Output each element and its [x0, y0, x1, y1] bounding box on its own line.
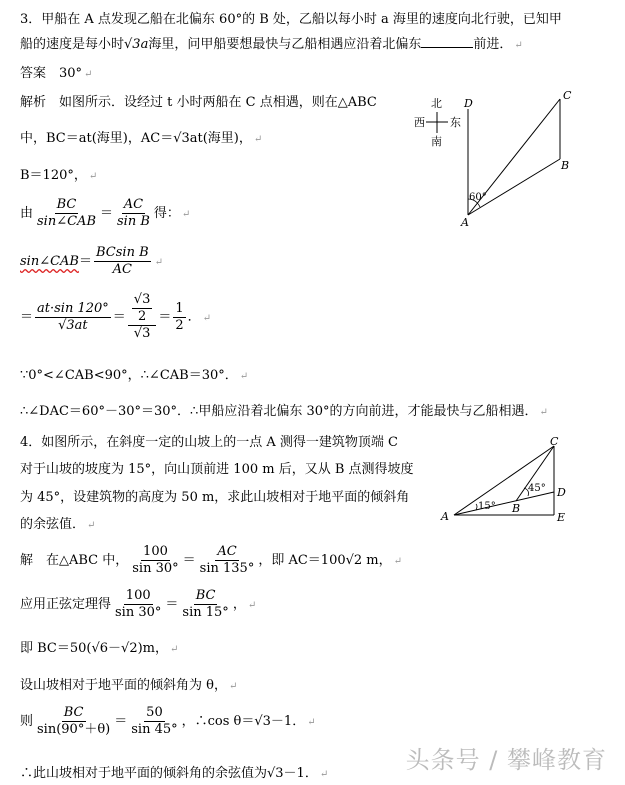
p4-solution-3: 即 BC＝50(√6－√2)m， ↵	[20, 641, 179, 656]
compass-east: 东	[450, 116, 461, 129]
paragraph-mark-icon: ↵	[319, 769, 329, 780]
label-d: D	[557, 486, 566, 499]
compass-south: 南	[431, 135, 442, 148]
p4-line1: 4．如图所示，在斜度一定的山坡上的一点 A 测得一建筑物顶端 C	[20, 435, 399, 450]
label-angle-45: 45°	[528, 483, 546, 494]
paragraph-mark-icon: ↵	[87, 520, 96, 531]
p4-solution-6: ∴此山坡相对于地平面的倾斜角的余弦值为√3－1． ↵	[20, 766, 329, 781]
line-ac	[454, 446, 554, 515]
fraction-bc-sin90theta: $\frac{BC}{\sin(90^\circ+\theta)}$	[37, 705, 111, 737]
paragraph-mark-icon: ↵	[84, 69, 93, 80]
label-a: A	[461, 216, 469, 229]
p4-line2: 对于山坡的坡度为 15°，向山顶前进 100 m 后，又从 B 点测得坡度	[20, 462, 414, 477]
label-c: C	[563, 89, 572, 102]
paragraph-mark-icon: ↵	[202, 312, 212, 324]
fraction-sqrt3-over-2: $\frac{√3}{2}$	[133, 292, 151, 324]
p3-solution-4: 由 BC sin∠CAB ＝ $\frac{AC}{\text{sin B}}$ 得： ↵	[20, 197, 191, 229]
paragraph-mark-icon: ↵	[154, 257, 164, 268]
line-ad	[454, 492, 554, 515]
p3-solution-3: B＝120°， ↵	[20, 168, 98, 183]
fraction-at-sin120: $\frac{at\cdot\sin 120^\circ}{√3at}$	[37, 300, 109, 333]
paragraph-mark-icon: ↵	[239, 371, 249, 382]
label-angle-15: 15°	[478, 501, 496, 512]
fraction-ac-sin135: $\frac{AC}{\sin 135^\circ}$	[199, 544, 255, 576]
fraction-50-sin45: $\frac{50}{\sin 45^\circ}$	[131, 705, 178, 737]
fraction-bc-sin-cab: BC sin∠CAB	[37, 197, 96, 229]
answer-blank	[421, 35, 473, 48]
p3-solution-1: 解析 如图所示．设经过 t 小时两船在 C 点相遇，则在△ABC	[20, 95, 377, 110]
p3-solution-8: ∴∠DAC＝60°－30°＝30°．∴甲船应沿着北偏东 30°的方向前进，才能最快与乙船相遇． ↵	[20, 404, 548, 419]
paragraph-mark-icon: ↵	[539, 407, 548, 418]
paragraph-mark-icon: ↵	[247, 600, 257, 611]
label-b: B	[561, 159, 570, 172]
fraction-100-sin30-b: $\frac{100}{\sin 30^\circ}$	[115, 588, 162, 620]
fraction-compound: $\frac{\frac{√3}{2}}{√3}$	[128, 293, 157, 341]
label-c: C	[550, 435, 559, 448]
p4-line3: 为 45°，设建筑物的高度为 50 m，求此山坡相对于地平面的倾斜角	[20, 490, 410, 505]
p3-solution-6: ＝ $\frac{at\cdot\sin 120^\circ}{√3at}$ ＝ $\frac{\frac{√3}{2}}{√3}$ ＝ $\frac{1}{2}$ ． ↵	[20, 292, 212, 341]
paragraph-mark-icon: ↵	[253, 134, 263, 145]
p3-line2: 船的速度是每小时√3a海里，问甲船要想最快与乙船相遇应沿着北偏东 前进． ↵	[20, 37, 523, 52]
compass	[414, 97, 461, 148]
fraction-ac-sin-b: $\frac{AC}{\text{sin B}}$	[117, 197, 150, 229]
watermark: 头条号 / 攀峰教育	[405, 746, 607, 774]
label-e: E	[557, 511, 566, 524]
p3-solution-7: ∵0°<∠CAB<90°，∴∠CAB＝30°． ↵	[20, 368, 249, 383]
paragraph-mark-icon: ↵	[181, 209, 191, 220]
p3-solution-5: sin∠CAB＝ $\frac{\text{BCsin B}}{AC}$ ↵	[20, 245, 164, 277]
paragraph-mark-icon: ↵	[393, 556, 403, 567]
p4-solution-2: 应用正弦定理得 $\frac{100}{\sin 30^\circ}$ ＝ $\frac{BC}{\sin 15^\circ}$ ， ↵	[20, 588, 257, 620]
fraction-one-half: $\frac{1}{2}$	[175, 300, 184, 333]
p4-line4: 的余弦值． ↵	[20, 517, 96, 532]
p4-solution-5: 则 $\frac{BC}{\sin(90^\circ+\theta)}$ ＝ $\frac{50}{\sin 45^\circ}$ ，∴cos θ＝√3－1． ↵	[20, 705, 316, 737]
figure-hill-building	[436, 434, 616, 524]
p3-solution-2: 中，BC＝at(海里)，AC＝√3at(海里)， ↵	[20, 131, 263, 146]
figure-ship-triangle	[400, 85, 600, 235]
fraction-bc-sin15: $\frac{BC}{\sin 15^\circ}$	[182, 588, 229, 620]
label-b: B	[512, 502, 521, 515]
fraction-100-sin30: $\frac{100}{\sin 30^\circ}$	[132, 544, 179, 576]
p4-solution-4: 设山坡相对于地平面的倾斜角为 θ， ↵	[20, 678, 238, 693]
line-ab	[468, 159, 560, 215]
paragraph-mark-icon: ↵	[228, 681, 238, 692]
label-a: A	[441, 510, 449, 523]
p4-solution-1: 解 在△ABC 中， $\frac{100}{\sin 30^\circ}$ ＝ $\frac{AC}{\sin 135^\circ}$ ，即 AC＝100√2 m， ↵	[20, 544, 403, 576]
angle-arc-15	[476, 504, 477, 510]
paragraph-mark-icon: ↵	[307, 717, 316, 728]
paragraph-mark-icon: ↵	[170, 644, 179, 655]
compass-west: 西	[414, 116, 425, 129]
label-d: D	[464, 97, 473, 110]
p3-line1: 3．甲船在 A 点发现乙船在北偏东 60°的 B 处，乙船以每小时 a 海里的速度向北行驶，已知甲	[20, 12, 562, 27]
fraction-bcsinb-ac: $\frac{\text{BCsin B}}{AC}$	[96, 245, 149, 277]
p3-answer: 答案 30° ↵	[20, 66, 93, 81]
paragraph-mark-icon: ↵	[514, 40, 523, 51]
compass-north: 北	[431, 97, 442, 110]
paragraph-mark-icon: ↵	[88, 171, 98, 182]
label-angle-60: 60°	[469, 192, 487, 203]
